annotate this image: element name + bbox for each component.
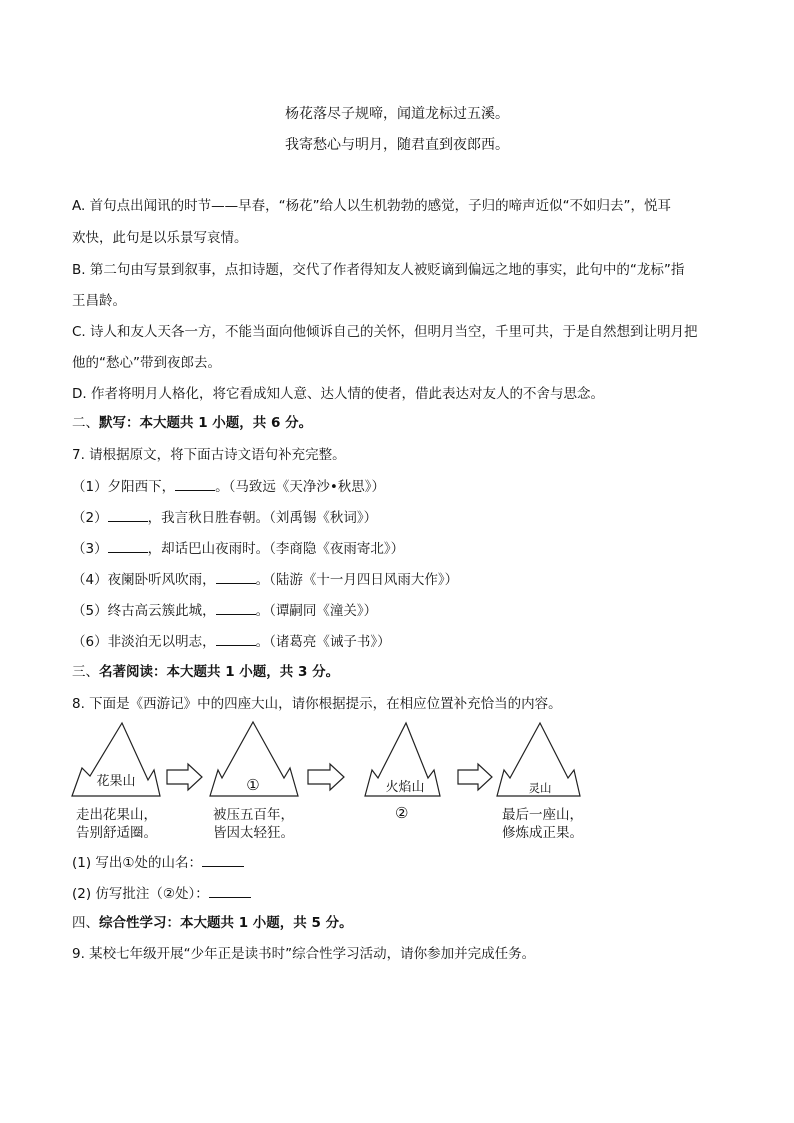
mountain-1-caption-2: 告别舒适圈。 xyxy=(76,825,157,841)
section-4-number: 四、 xyxy=(72,915,99,931)
section-2-title: 默写：本大题共 1 小题，共 6 分。 xyxy=(99,415,313,431)
mountain-4-caption-2: 修炼成正果。 xyxy=(502,825,583,841)
q7-item-2-post: ，我言秋日胜春朝。（刘禹锡《秋词》） xyxy=(147,510,378,526)
option-b-line-1: B. 第二句由写景到叙事，点扣诗题，交代了作者得知友人被贬谪到偏远之地的事实，此句中的“龙标”指 xyxy=(72,262,685,278)
q7-item-2 xyxy=(72,507,732,528)
answer-blank[interactable] xyxy=(202,852,244,867)
section-3-number: 三、 xyxy=(72,664,99,680)
arrow-2-shape xyxy=(308,764,344,790)
section-4-title: 综合性学习：本大题共 1 小题，共 5 分。 xyxy=(99,915,353,931)
answer-blank[interactable] xyxy=(108,538,148,553)
q7-item-3 xyxy=(72,538,732,559)
option-a-line-2: 欢快，此句是以乐景写哀情。 xyxy=(72,230,248,246)
q7-item-1-post: 。（马致远《天净沙•秋思》） xyxy=(215,479,386,495)
mountain-2-label: ① xyxy=(246,776,260,794)
mountain-3-caption-1: ② xyxy=(395,804,409,822)
option-c-line-2: 他的“愁心”带到夜郎去。 xyxy=(72,355,221,371)
q7-item-6-post: 。（诸葛亮《诫子书》） xyxy=(255,634,391,650)
q7-item-5 xyxy=(72,600,732,621)
q7-item-6 xyxy=(72,631,732,652)
section-2-number: 二、 xyxy=(72,415,99,431)
q8-sub-2 xyxy=(72,883,732,904)
q8-sub-1-text: (1) 写出①处的山名： xyxy=(72,855,203,871)
poem-line-2: 我寄愁心与明月，随君直到夜郎西。 xyxy=(285,137,509,153)
q7-item-4 xyxy=(72,569,732,590)
q7-item-6-pre: （6）非淡泊无以明志， xyxy=(72,634,216,650)
arrow-1-shape xyxy=(167,764,202,790)
mountain-3-label: 火焰山 xyxy=(385,780,425,795)
q7-item-3-pre: （3） xyxy=(72,541,108,557)
mountain-2-caption-2: 皆因太轻狂。 xyxy=(213,825,294,841)
q7-item-5-post: 。（谭嗣同《潼关》） xyxy=(255,603,378,619)
q7-item-5-pre: （5）终古高云簇此城， xyxy=(72,603,216,619)
mountain-4-caption-1: 最后一座山， xyxy=(502,807,583,823)
mountain-1-caption-1: 走出花果山， xyxy=(76,807,157,823)
q8-sub-2-text: (2) 仿写批注（②处）： xyxy=(72,886,209,902)
q7-item-1-pre: （1）夕阳西下， xyxy=(72,479,176,495)
mountain-2-caption-1: 被压五百年， xyxy=(213,807,294,823)
option-d-line-1: D. 作者将明月人格化，将它看成知人意、达人情的使者，借此表达对友人的不舍与思念。 xyxy=(72,386,604,402)
section-4-heading xyxy=(72,913,732,933)
q8-sub-1 xyxy=(72,852,732,873)
mountain-1-label: 花果山 xyxy=(96,774,136,789)
answer-blank[interactable] xyxy=(175,476,215,491)
q7-item-1 xyxy=(72,476,732,497)
section-3-title: 名著阅读：本大题共 1 小题，共 3 分。 xyxy=(99,664,340,680)
journey-mountain-diagram xyxy=(70,718,630,843)
option-c-line-1: C. 诗人和友人天各一方，不能当面向他倾诉自己的关怀，但明月当空，千里可共，于是自然想到让明月把 xyxy=(72,324,698,340)
poem-line-1: 杨花落尽子规啼，闻道龙标过五溪。 xyxy=(285,106,509,122)
q7-item-2-pre: （2） xyxy=(72,510,108,526)
question-7-stem: 7. 请根据原文，将下面古诗文语句补充完整。 xyxy=(72,447,346,463)
q7-item-4-pre: （4）夜阑卧听风吹雨， xyxy=(72,572,216,588)
option-a-line-1: A. 首句点出闻讯的时节——早春，“杨花”给人以生机勃勃的感觉，子归的啼声近似“不如归去”，悦耳 xyxy=(72,198,672,214)
question-8-stem: 8. 下面是《西游记》中的四座大山，请你根据提示，在相应位置补充恰当的内容。 xyxy=(72,696,562,712)
q7-item-3-post: ，却话巴山夜雨时。（李商隐《夜雨寄北》） xyxy=(147,541,405,557)
answer-blank[interactable] xyxy=(209,883,251,898)
answer-blank[interactable] xyxy=(108,507,148,522)
question-9-stem: 9. 某校七年级开展“少年正是读书时”综合性学习活动，请你参加并完成任务。 xyxy=(72,946,536,962)
q7-item-4-post: 。（陆游《十一月四日风雨大作》） xyxy=(255,572,459,588)
mountain-4-label: 灵山 xyxy=(528,781,552,795)
answer-blank[interactable] xyxy=(216,569,256,584)
arrow-3-shape xyxy=(458,764,492,790)
section-3-heading xyxy=(72,662,732,682)
option-b-line-2: 王昌龄。 xyxy=(72,293,126,309)
section-2-heading xyxy=(72,413,732,433)
answer-blank[interactable] xyxy=(216,600,256,615)
answer-blank[interactable] xyxy=(216,631,256,646)
